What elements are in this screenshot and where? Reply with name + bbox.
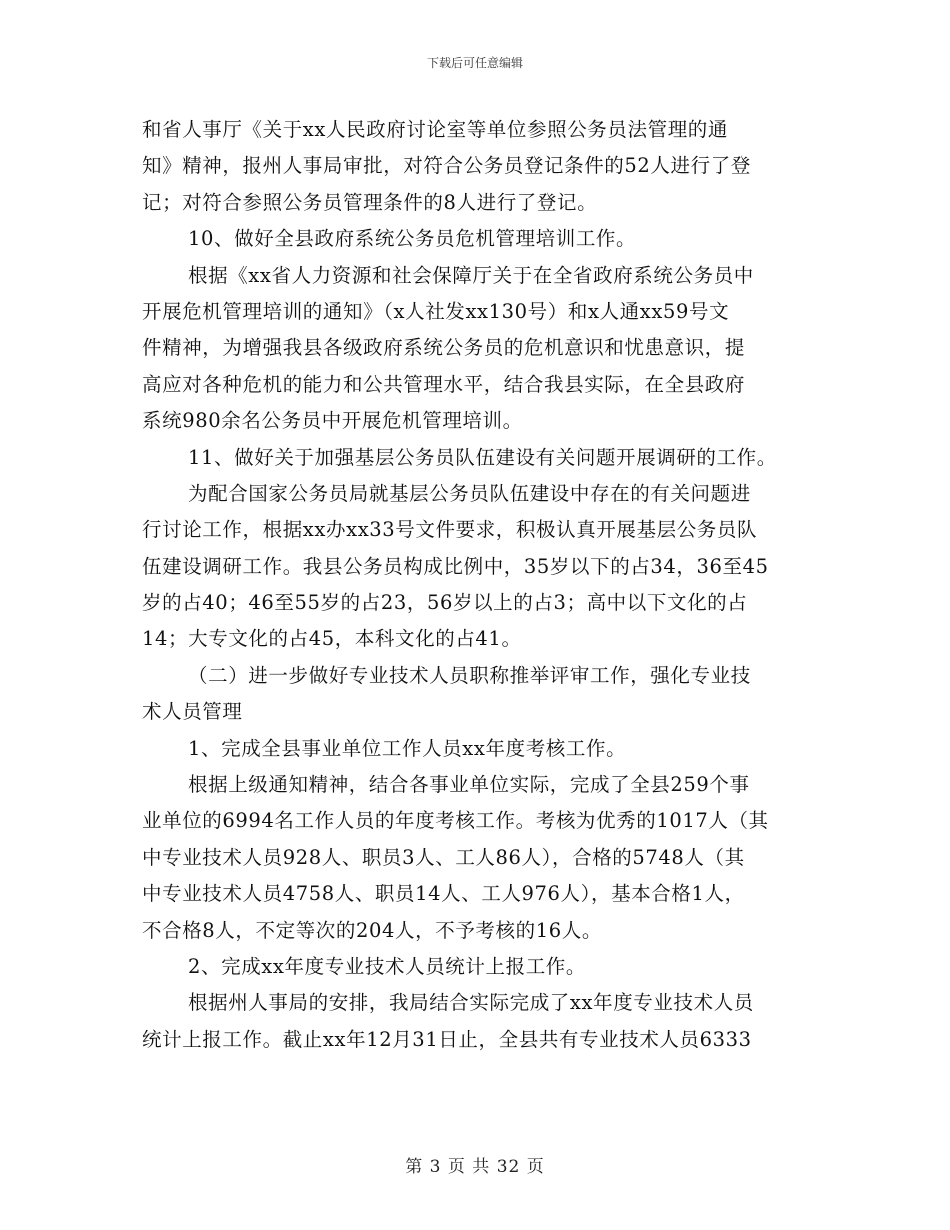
text-line: 1、完成全县事业单位工作人员xx年度考核工作。 xyxy=(188,736,627,760)
text-line: 统计上报工作。截止xx年12月31日止，全县共有专业技术人员6333 xyxy=(142,1027,752,1051)
text-line: 10、做好全县政府系统公务员危机管理培训工作。 xyxy=(188,227,637,251)
text-line: 不合格8人，不定等次的204人，不予考核的16人。 xyxy=(142,918,602,942)
text-line: 知》精神，报州人事局审批，对符合公务员登记条件的52人进行了登 xyxy=(142,154,751,178)
text-line: 和省人事厅《关于xx人民政府讨论室等单位参照公务员法管理的通 xyxy=(142,118,728,141)
text-line: 行讨论工作，根据xx办xx33号文件要求，积极认真开展基层公务员队 xyxy=(142,518,758,542)
text-line: 11、做好关于加强基层公务员队伍建设有关问题开展调研的工作。 xyxy=(188,445,777,469)
text-line: 根据上级通知精神，结合各事业单位实际，完成了全县259个事 xyxy=(188,773,750,797)
text-line: （二）进一步做好专业技术人员职称推举评审工作，强化专业技 xyxy=(188,663,751,687)
text-line: 根据《xx省人力资源和社会保障厅关于在全省政府系统公务员中 xyxy=(188,263,754,287)
text-line: 系统980余名公务员中开展危机管理培训。 xyxy=(142,409,523,433)
text-line: 中专业技术人员928人、职员3人、工人86人），合格的5748人（其 xyxy=(142,845,745,869)
page-number-footer: 第 3 页 共 32 页 xyxy=(405,1157,545,1177)
text-line: 岁的占40；46至55岁的占23，56岁以上的占3；高中以下文化的占 xyxy=(142,591,748,615)
text-line: 记；对符合参照公务员管理条件的8人进行了登记。 xyxy=(142,190,598,214)
text-line: 业单位的6994名工作人员的年度考核工作。考核为优秀的1017人（其 xyxy=(142,809,769,833)
text-line: 件精神，为增强我县各级政府系统公务员的危机意识和忧患意识，提 xyxy=(142,336,746,360)
text-line: 开展危机管理培训的通知》（x人社发xx130号）和x人通xx59号文 xyxy=(142,299,730,323)
text-line: 术人员管理 xyxy=(142,700,243,724)
text-line: 伍建设调研工作。我县公务员构成比例中，35岁以下的占34，36至45 xyxy=(142,554,769,578)
text-line: 2、完成xx年度专业技术人员统计上报工作。 xyxy=(188,954,587,978)
text-line: 中专业技术人员4758人、职员14人、工人976人），基本合格1人， xyxy=(142,882,745,906)
text-line: 高应对各种危机的能力和公共管理水平，结合我县实际，在全县政府 xyxy=(142,372,746,396)
page-header-note: 下载后可任意编辑 xyxy=(426,56,523,70)
document-body xyxy=(142,112,806,1058)
text-line: 根据州人事局的安排，我局结合实际完成了xx年度专业技术人员 xyxy=(188,991,754,1015)
text-line: 14；大专文化的占45，本科文化的占41。 xyxy=(142,627,522,651)
text-line: 为配合国家公务员局就基层公务员队伍建设中存在的有关问题进 xyxy=(188,481,751,505)
